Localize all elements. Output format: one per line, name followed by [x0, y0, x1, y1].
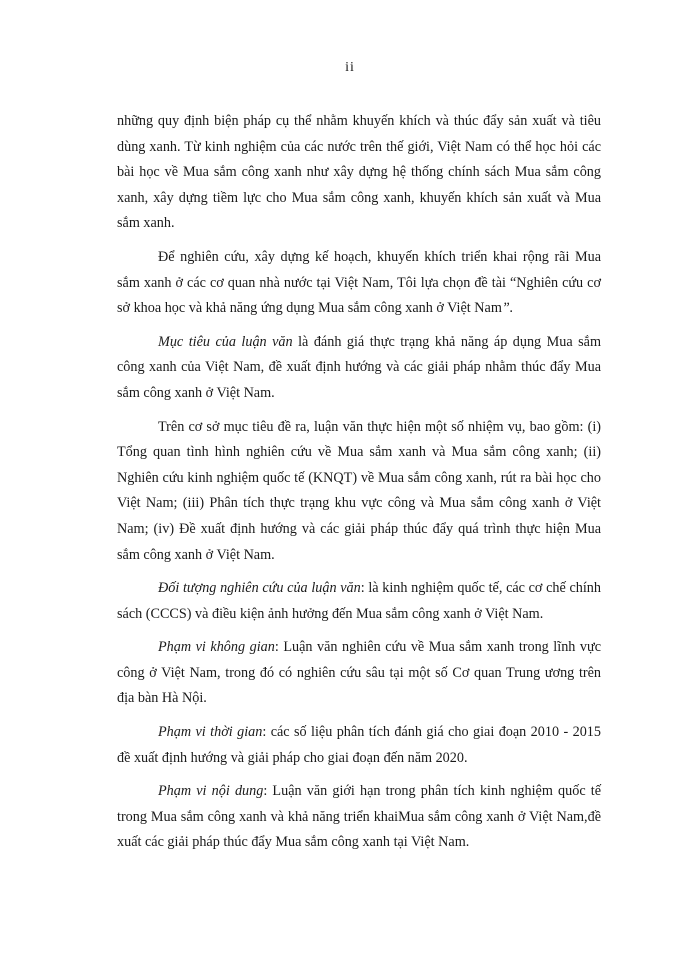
paragraph-text: : Luận văn giới hạn trong phân tích kinh nghiệm quốc tế trong Mua sắm công xanh và khả năng triển khaiMua sắm công xanh ở Việt Nam,đề xuất các giải pháp thúc đẩy Mua sắm công xanh tại Việt Nam. [117, 783, 602, 851]
paragraph-tasks [117, 415, 601, 569]
paragraph-continuation [117, 109, 601, 237]
paragraph-topic-selection [117, 245, 601, 322]
paragraph-text: Để nghiên cứu, xây dựng kế hoạch, khuyến khích triển khai rộng rãi Mua sắm xanh ở các cơ quan nhà nước tại Việt Nam, Tôi lựa chọn đề tài “Nghiên cứu cơ sở khoa học và khả năng ứng dụng Mua sắm công xanh ở Việt Nam [117, 248, 601, 317]
paragraph-scope-content [117, 779, 601, 856]
paragraph-scope-space [117, 635, 601, 712]
paragraph-lead-italic: Mục tiêu của luận văn [158, 333, 293, 350]
paragraph-text: : là kinh nghiệm quốc tế, các cơ chế chính sách (CCCS) và điều kiện ảnh hưởng đến Mua sắm công xanh ở Việt Nam. [117, 580, 601, 622]
paragraph-text: những quy định biện pháp cụ thể nhằm khuyến khích và thúc đẩy sản xuất và tiêu dùng xanh. Từ kinh nghiệm của các nước trên thế giới, Việt Nam có thể học hỏi các bài học về Mua sắm công xanh như xây dựng hệ thống chính sách Mua sắm công xanh, xây dựng tiềm lực cho Mua sắm công xanh, khuyến khích sản xuất và Mua sắm xanh. [117, 113, 601, 232]
paragraph-text: Trên cơ sở mục tiêu đề ra, luận văn thực hiện một số nhiệm vụ, bao gồm: (i) Tổng quan tình hình nghiên cứu về Mua sắm xanh và Mua sắm công xanh; (ii) Nghiên cứu kinh nghiệm quốc tế (KNQT) về Mua sắm công xanh, rút ra bài học cho Việt Nam; (iii) Phân tích thực trạng khu vực công và Mua sắm công xanh ở Việt Nam; (iv) Đề xuất định hướng và các giải pháp thúc đẩy quá trình thực hiện Mua sắm công xanh ở Việt Nam. [117, 418, 601, 563]
paragraph-lead-italic: Phạm vi nội dung [158, 783, 264, 800]
paragraph-text: là đánh giá thực trạng khả năng áp dụng Mua sắm công xanh của Việt Nam, đề xuất định hướng và các giải pháp nhằm thúc đẩy Mua sắm công xanh ở Việt Nam. [117, 333, 601, 401]
paragraph-scope-time [117, 720, 601, 771]
paragraph-text: : các số liệu phân tích đánh giá cho giai đoạn 2010 - 2015 đề xuất định hướng và giải pháp cho giai đoạn đến năm 2020. [117, 724, 601, 766]
paragraph-lead-italic: Phạm vi không gian [158, 639, 275, 656]
paragraph-objectives [117, 330, 601, 407]
paragraph-lead-italic: Đối tượng nghiên cứu của luận văn [158, 580, 361, 597]
document-body [117, 109, 601, 864]
paragraph-research-subject [117, 576, 601, 627]
paragraph-lead-italic: Phạm vi thời gian [158, 724, 263, 741]
paragraph-text: : Luận văn nghiên cứu về Mua sắm xanh trong lĩnh vực công ở Việt Nam, trong đó có nghiên cứu sâu tại một số Cơ quan Trung ương trên địa bàn Hà Nội. [117, 639, 602, 707]
page-number: ii [345, 60, 355, 75]
title-close-mark: ”. [501, 300, 514, 317]
